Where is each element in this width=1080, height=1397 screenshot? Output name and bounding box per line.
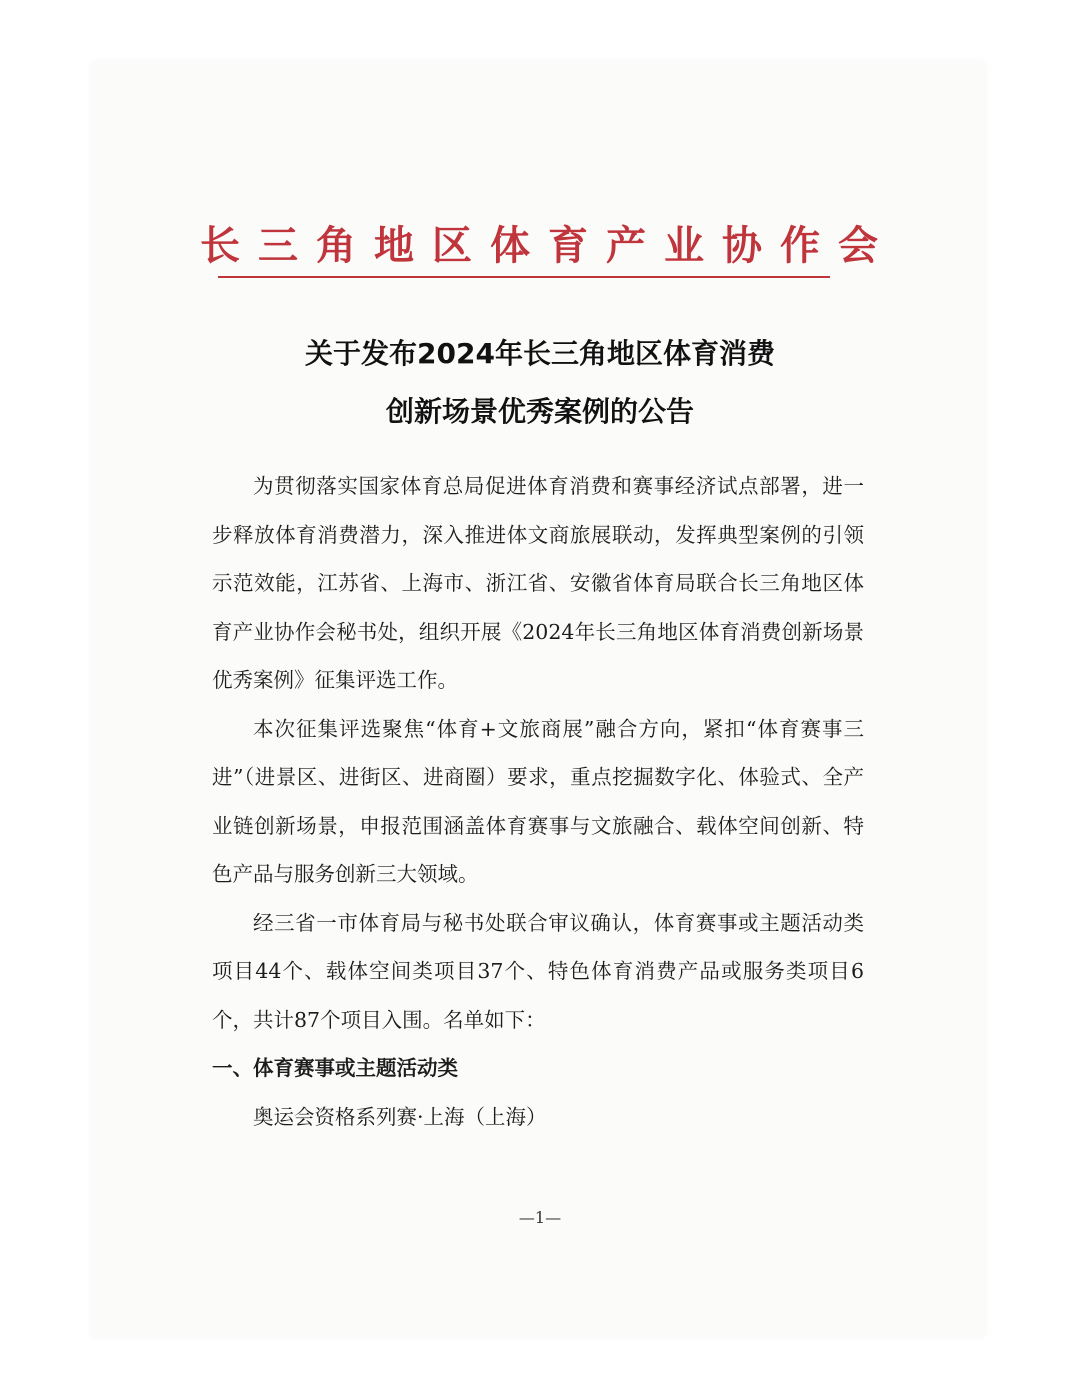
list-item: 奥运会资格系列赛·上海（上海） xyxy=(253,1104,547,1129)
document-title-line-2: 创新场景优秀案例的公告 xyxy=(385,395,694,428)
header-red-rule xyxy=(218,276,830,278)
document-body xyxy=(212,462,864,1141)
body-paragraph-1: 为贯彻落实国家体育总局促进体育消费和赛事经济试点部署，进一步释放体育消费潜力，深入推进体文商旅展联动，发挥典型案例的引领示范效能，江苏省、上海市、浙江省、安徽省体育局联合长三角地区体育产业协作会秘书处，组织开展《2024年长三角地区体育消费创新场景优秀案例》征集评选工作。 xyxy=(212,474,864,692)
organization-header: 长三角地区体育产业协作会 xyxy=(200,222,896,269)
document-title-line-1: 关于发布2024年长三角地区体育消费 xyxy=(305,337,775,370)
section-heading: 一、体育赛事或主题活动类 xyxy=(212,1056,458,1080)
body-paragraph-3: 经三省一市体育局与秘书处联合审议确认，体育赛事或主题活动类项目44个、载体空间类项目37个、特色体育消费产品或服务类项目6个，共计87个项目入围。名单如下： xyxy=(212,910,864,1032)
body-paragraph-2: 本次征集评选聚焦“体育+文旅商展”融合方向，紧扣“体育赛事三进”（进景区、进街区、进商圈）要求，重点挖掘数字化、体验式、全产业链创新场景，申报范围涵盖体育赛事与文旅融合、载体空间创新、特色产品与服务创新三大领域。 xyxy=(212,716,864,886)
page-number: —1— xyxy=(518,1208,562,1227)
